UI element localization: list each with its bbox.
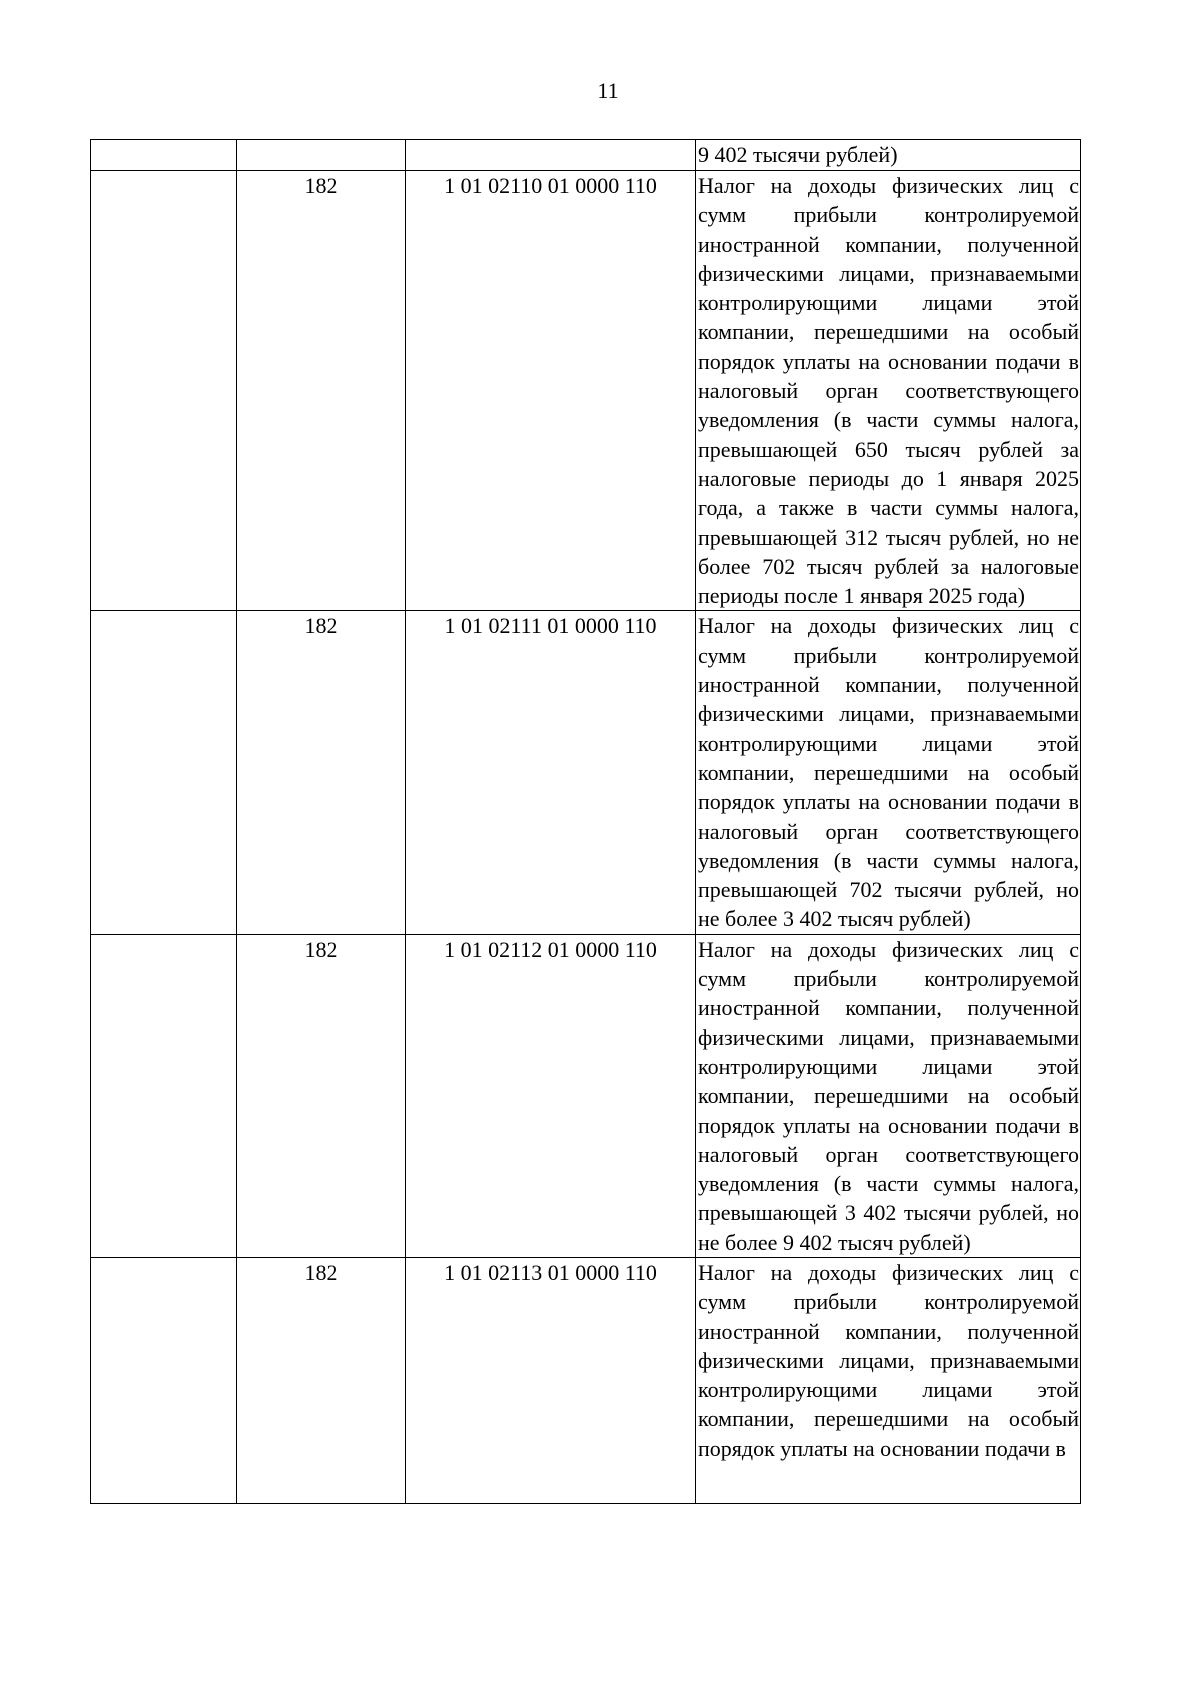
name-text: Налог на доходы физических лиц с сумм прибыли контролируемой иностранной компании, полученной физическими лицами, признаваемыми контролирующими лицами этой компании, перешедшими на особый порядок уплаты на основании подачи в налоговый орган соответствующего уведомления (в части суммы налога, превышающей 3 402 тысячи рублей, но не более 9 402 тысяч рублей) [698, 936, 1079, 1255]
admin-code-cell [237, 140, 406, 171]
name-cell [696, 934, 1081, 1257]
admin-code-cell: 182 [237, 934, 406, 1257]
name-clip [698, 1258, 1079, 1495]
kbk-cell: 1 01 02110 01 0000 110 [406, 171, 696, 611]
name-text: Налог на доходы физических лиц с сумм прибыли контролируемой иностранной компании, полученной физическими лицами, признаваемыми контролирующими лицами этой компании, перешедшими на особый порядок уплаты на основании подачи в [698, 1259, 1079, 1461]
table-row [91, 611, 1081, 934]
empty-cell [91, 934, 237, 1257]
admin-code-cell: 182 [237, 171, 406, 611]
name-text: Налог на доходы физических лиц с сумм прибыли контролируемой иностранной компании, полученной физическими лицами, признаваемыми контролирующими лицами этой компании, перешедшими на особый порядок уплаты на основании подачи в налоговый орган соответствующего уведомления (в части суммы налога, превышающей 650 тысяч рублей за налоговые периоды до 1 января 2025 года, а также в части суммы налога, превышающей 312 тысяч рублей, но не более 702 тысяч рублей за налоговые периоды после 1 января 2025 года) [698, 173, 1079, 609]
table-row [91, 1257, 1081, 1503]
name-text: 9 402 тысячи рублей) [698, 142, 898, 167]
empty-cell [91, 140, 237, 171]
name-cell [696, 1257, 1081, 1503]
empty-cell [91, 1257, 237, 1503]
table-row-continuation [91, 140, 1081, 171]
admin-code-cell: 182 [237, 611, 406, 934]
name-cell [696, 611, 1081, 934]
table-row [91, 934, 1081, 1257]
budget-classification-table [90, 139, 1081, 1504]
page-number: 11 [597, 78, 619, 103]
empty-cell [91, 611, 237, 934]
kbk-cell [406, 140, 696, 171]
kbk-cell: 1 01 02111 01 0000 110 [406, 611, 696, 934]
name-cell [696, 140, 1081, 171]
empty-cell [91, 171, 237, 611]
name-text: Налог на доходы физических лиц с сумм прибыли контролируемой иностранной компании, полученной физическими лицами, признаваемыми контролирующими лицами этой компании, перешедшими на особый порядок уплаты на основании подачи в налоговый орган соответствующего уведомления (в части суммы налога, превышающей 702 тысячи рублей, но не более 3 402 тысяч рублей) [698, 613, 1079, 932]
table-row [91, 171, 1081, 611]
admin-code-cell: 182 [237, 1257, 406, 1503]
name-cell [696, 171, 1081, 611]
kbk-cell: 1 01 02113 01 0000 110 [406, 1257, 696, 1503]
kbk-cell: 1 01 02112 01 0000 110 [406, 934, 696, 1257]
